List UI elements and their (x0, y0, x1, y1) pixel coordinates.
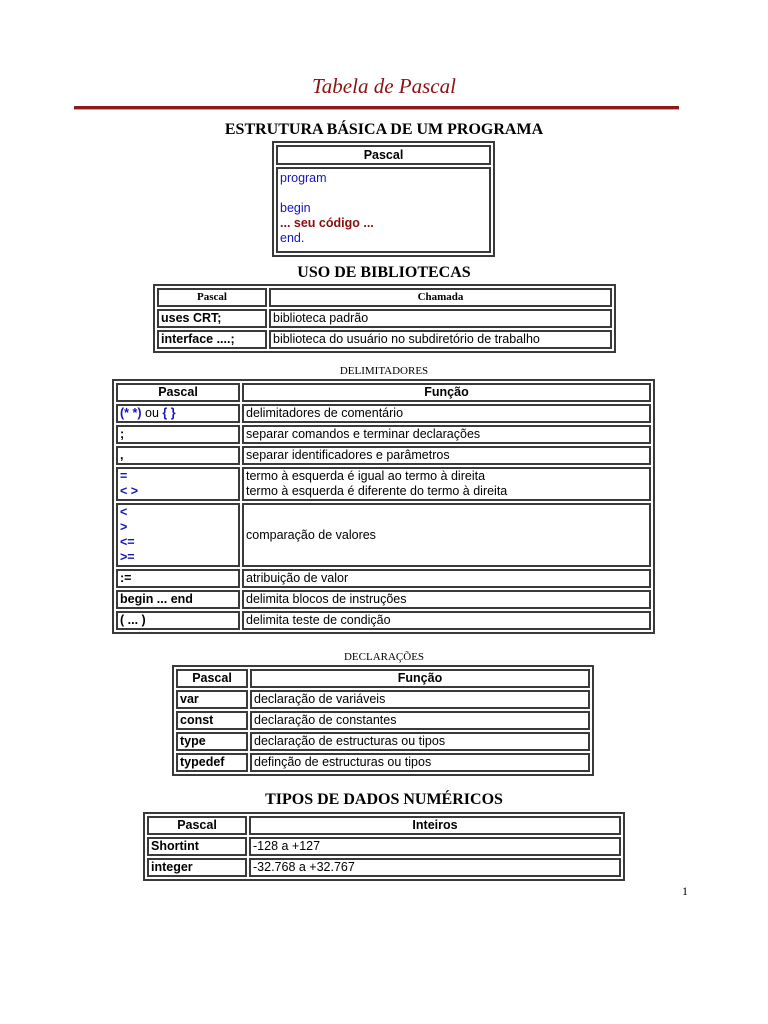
delimiter-pascal: < > <= >= (116, 503, 240, 567)
table-row (157, 309, 612, 328)
declarations-col-pascal: Pascal (176, 669, 248, 688)
declaration-desc: declaração de constantes (250, 711, 590, 730)
delimiter-pascal: = < > (116, 467, 240, 501)
table-row (116, 503, 651, 567)
numeric-types-table (143, 812, 625, 881)
table-row (176, 732, 590, 751)
code-placeholder: ... seu código ... (280, 216, 374, 230)
library-desc: biblioteca padrão (269, 309, 612, 328)
numeric-col-inteiros: Inteiros (249, 816, 621, 835)
libraries-col-chamada: Chamada (269, 288, 612, 307)
code-program: program (280, 171, 327, 185)
table-row (116, 590, 651, 609)
declarations-caption: DECLARAÇÕES (343, 651, 425, 663)
delimiters-col-pascal: Pascal (116, 383, 240, 402)
delimiter-desc: separar identificadores e parâmetros (242, 446, 651, 465)
delimiter-desc: separar comandos e terminar declarações (242, 425, 651, 444)
delimiter-desc: atribuição de valor (242, 569, 651, 588)
table-row (176, 690, 590, 709)
structure-table (272, 141, 495, 257)
numeric-col-pascal: Pascal (147, 816, 247, 835)
table-row (116, 425, 651, 444)
delimiters-col-funcao: Função (242, 383, 651, 402)
structure-heading: ESTRUTURA BÁSICA DE UM PROGRAMA (224, 121, 544, 138)
page-title: Tabela de Pascal (312, 74, 456, 98)
table-row (147, 837, 621, 856)
structure-code-cell (276, 167, 491, 253)
libraries-col-pascal: Pascal (157, 288, 267, 307)
code-begin: begin (280, 201, 311, 215)
delimiter-desc: termo à esquerda é igual ao termo à direita termo à esquerda é diferente do termo à direita (242, 467, 651, 501)
table-row (116, 446, 651, 465)
delimiter-pascal: ; (116, 425, 240, 444)
delimiter-pascal: , (116, 446, 240, 465)
declarations-table (172, 665, 594, 776)
table-row (147, 858, 621, 877)
code-end: end. (280, 231, 305, 245)
structure-column-header: Pascal (276, 145, 491, 165)
table-row (116, 467, 651, 501)
libraries-table (153, 284, 616, 353)
libraries-heading: USO DE BIBLIOTECAS (297, 264, 471, 281)
declaration-desc: declaração de estructuras ou tipos (250, 732, 590, 751)
numeric-pascal: integer (147, 858, 247, 877)
numeric-pascal: Shortint (147, 837, 247, 856)
page-number: 1 (682, 884, 688, 898)
delimiters-caption: DELIMITADORES (339, 365, 429, 377)
delimiter-pascal: begin ... end (116, 590, 240, 609)
numeric-range: -128 a +127 (249, 837, 621, 856)
declarations-col-funcao: Função (250, 669, 590, 688)
table-row (116, 569, 651, 588)
delimiter-desc: delimita blocos de instruções (242, 590, 651, 609)
table-row (157, 330, 612, 349)
library-pascal: interface ....; (157, 330, 267, 349)
delimiter-pascal: ( ... ) (116, 611, 240, 630)
declaration-desc: definção de estructuras ou tipos (250, 753, 590, 772)
delimiter-desc: delimita teste de condição (242, 611, 651, 630)
library-pascal: uses CRT; (157, 309, 267, 328)
delimiter-desc: comparação de valores (242, 503, 651, 567)
numeric-types-heading: TIPOS DE DADOS NUMÉRICOS (265, 791, 503, 808)
declaration-pascal: typedef (176, 753, 248, 772)
library-desc: biblioteca do usuário no subdiretório de trabalho (269, 330, 612, 349)
declaration-desc: declaração de variáveis (250, 690, 590, 709)
table-row (176, 753, 590, 772)
delimiters-table (112, 379, 655, 634)
numeric-range: -32.768 a +32.767 (249, 858, 621, 877)
declaration-pascal: const (176, 711, 248, 730)
title-rule (74, 106, 679, 110)
table-row (116, 611, 651, 630)
table-row (116, 404, 651, 423)
table-row (176, 711, 590, 730)
delimiter-pascal: (* *) ou { } (116, 404, 240, 423)
delimiter-pascal: := (116, 569, 240, 588)
declaration-pascal: type (176, 732, 248, 751)
delimiter-desc: delimitadores de comentário (242, 404, 651, 423)
declaration-pascal: var (176, 690, 248, 709)
